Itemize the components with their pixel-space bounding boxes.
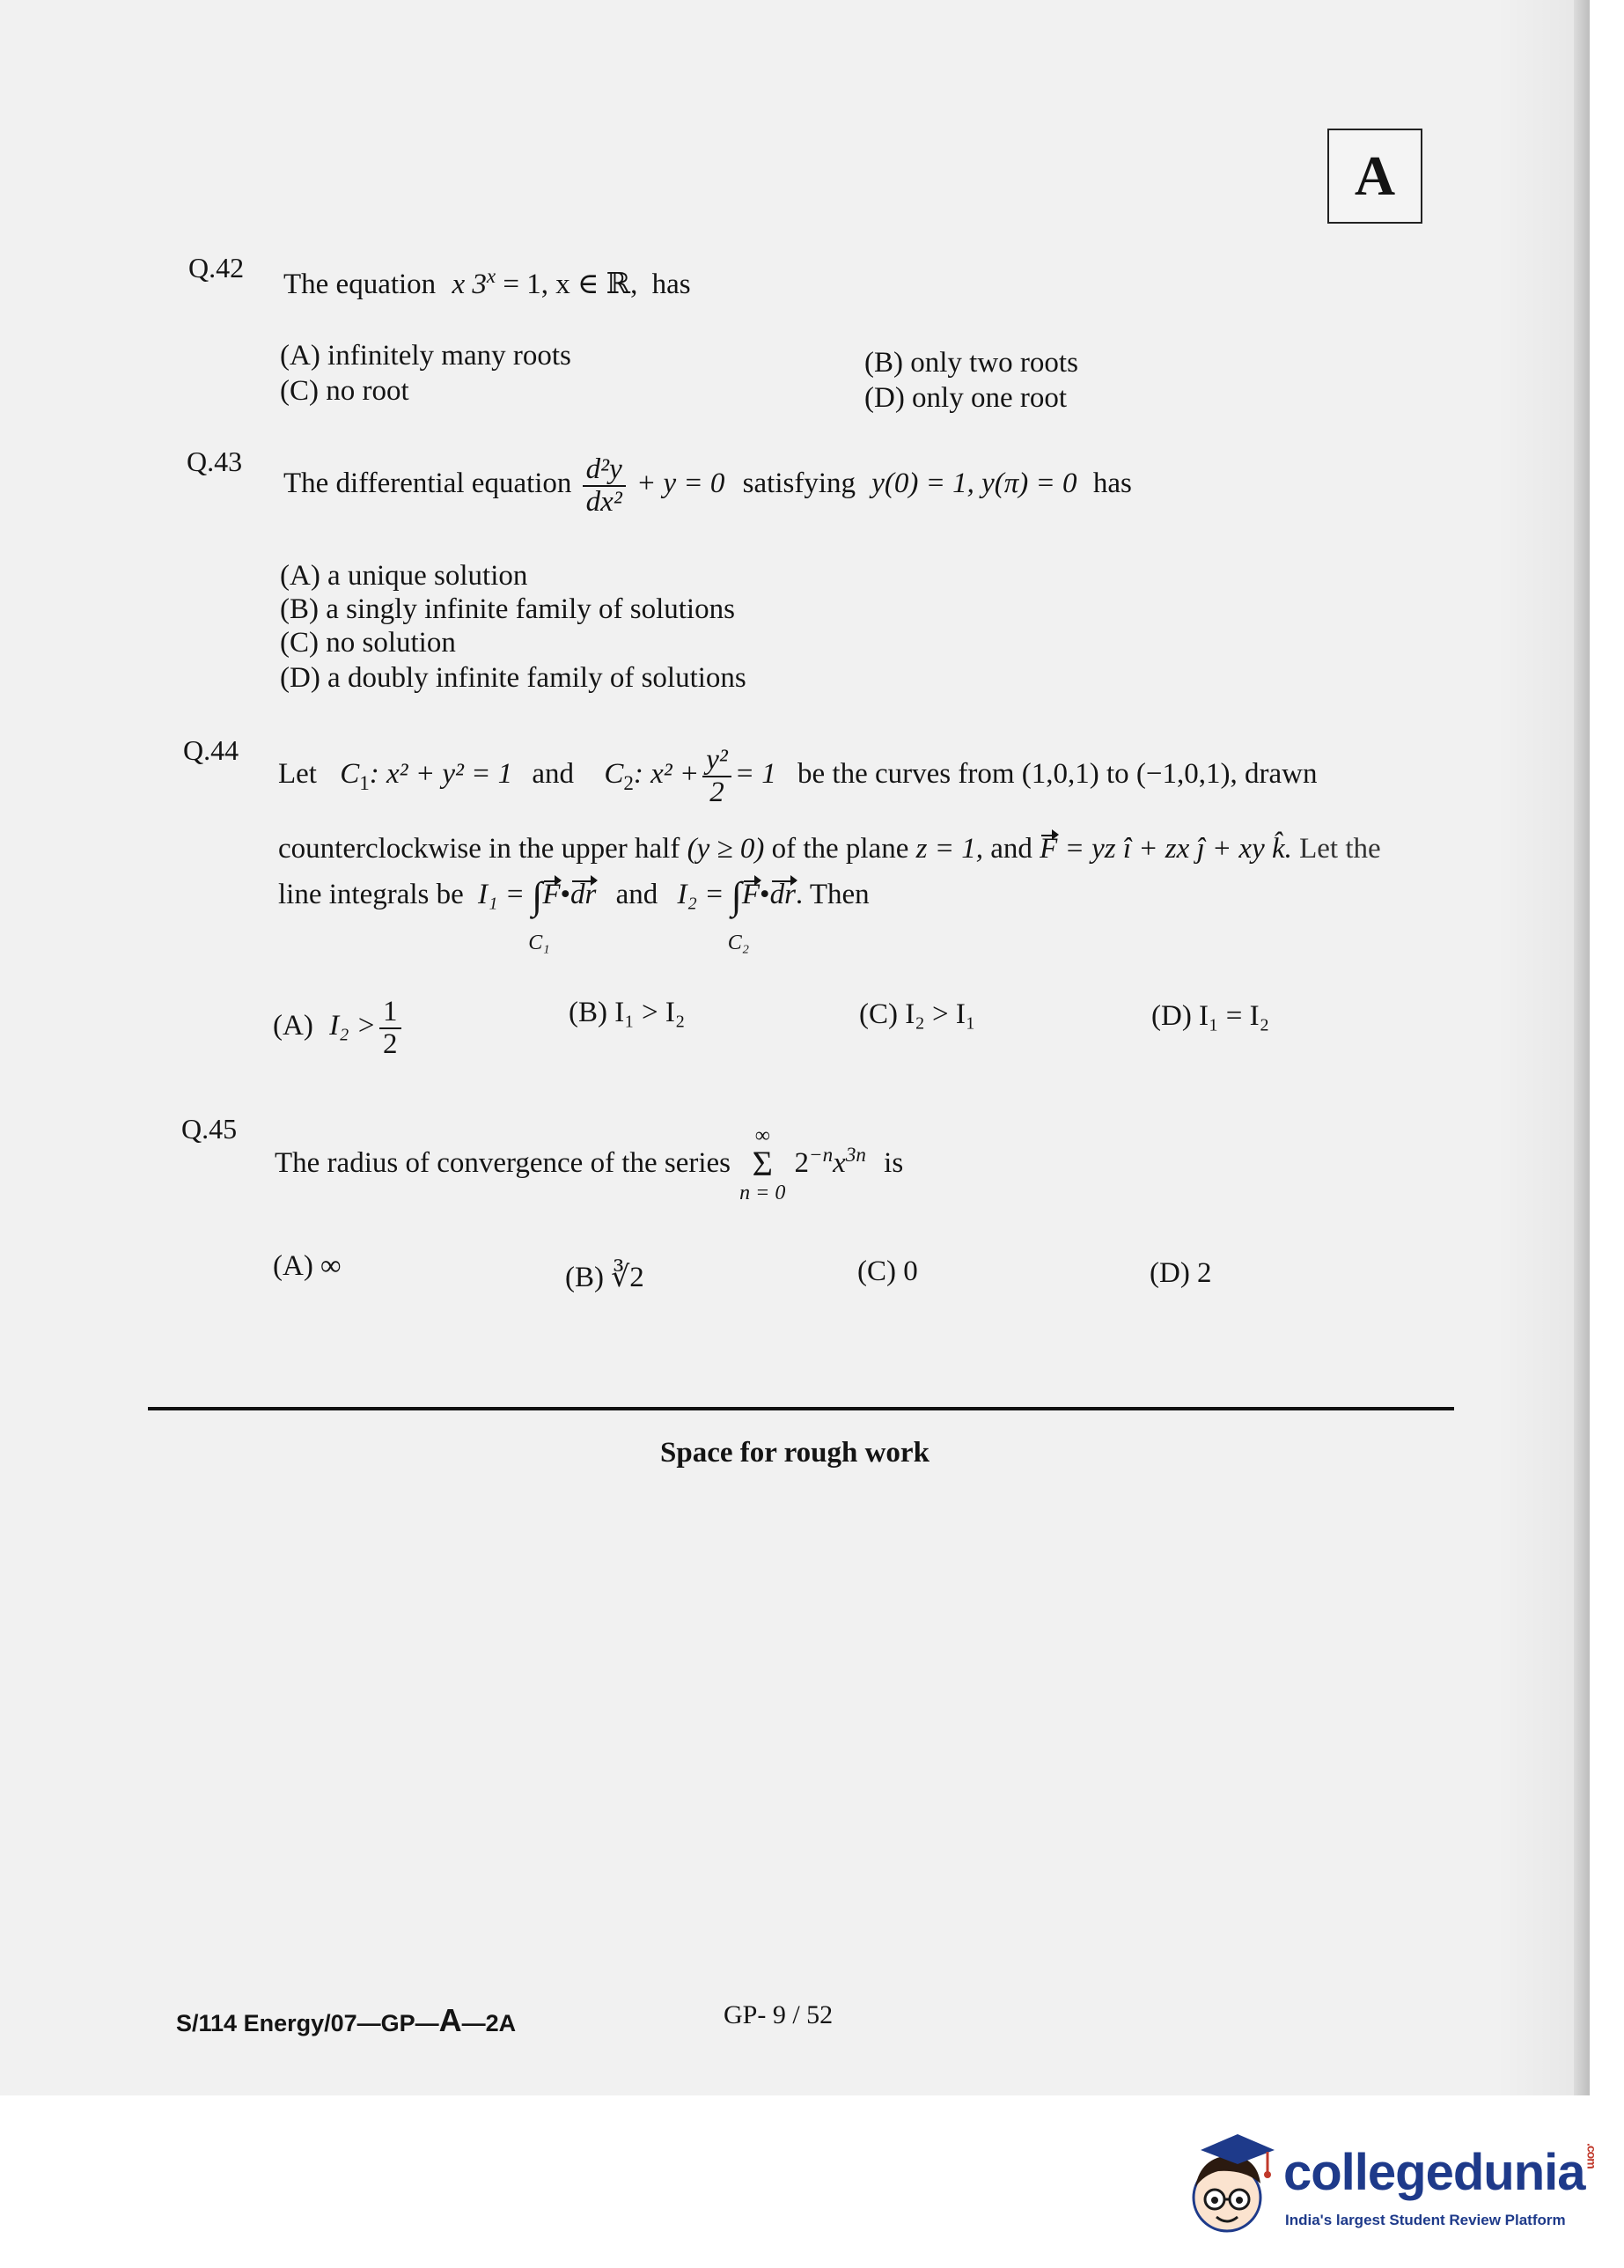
sum-lower-limit: n = 0: [739, 1182, 786, 1204]
option-a: [273, 997, 405, 1059]
question-number: Q.43: [187, 446, 243, 477]
half-plane-condition: (y ≥ 0): [687, 833, 765, 865]
derivative-fraction: [583, 454, 626, 517]
dot-product: •: [760, 879, 770, 911]
collegedunia-logo: [1183, 2125, 1599, 2249]
term-exponent-1: −n: [809, 1142, 834, 1166]
page-shadow: [1496, 0, 1574, 2095]
option-b: (B) only two roots: [864, 347, 1078, 379]
curve-c2-fraction: [702, 745, 731, 807]
paper-code: [176, 2002, 516, 2039]
curve-c2-name: C: [604, 758, 624, 791]
vector-field-expression: = yz î + zx ĵ + xy k̂.: [1064, 833, 1292, 865]
logo-domain: .com: [1584, 2143, 1599, 2169]
option-d: (D) I₁ = I₂: [1151, 1000, 1270, 1032]
integrand-dr: dr: [769, 879, 796, 911]
paper-code-set: A: [438, 2002, 462, 2038]
fraction-denominator: 2: [383, 1027, 398, 1060]
question-stem-mid: satisfying: [742, 468, 856, 500]
page-number: GP- 9 / 52: [724, 2000, 834, 2029]
question-text: [275, 1125, 903, 1204]
line-integral-1: ∫ C₁: [528, 874, 550, 954]
integrand-F: F: [741, 879, 761, 911]
integral-i2-label: I₂ =: [677, 879, 724, 911]
let-word: Let: [278, 758, 317, 791]
line-2-text: counterclockwise in the upper half: [278, 833, 680, 865]
line-2-text-c: and: [990, 833, 1032, 865]
boundary-conditions: y(0) = 1, y(π) = 0: [871, 468, 1077, 500]
and-word: and: [532, 758, 575, 791]
line-1-end: be the curves from (1,0,1) to (−1,0,1), drawn: [797, 758, 1318, 791]
option-c: (C) I₂ > I₁: [859, 998, 976, 1030]
option-d: (D) only one root: [864, 382, 1068, 414]
question-line-1: [278, 745, 1415, 807]
question-stem-end: has: [1092, 468, 1132, 500]
equation-base: x 3: [452, 269, 487, 300]
divider-line: [148, 1407, 1454, 1410]
term-exponent-2: 3n: [845, 1142, 866, 1166]
option-c: (C) 0: [857, 1256, 918, 1287]
rough-work-heading: Space for rough work: [660, 1437, 930, 1469]
paper-code-prefix: S/114 Energy/07—GP—: [176, 2010, 439, 2036]
option-d: (D) a doubly infinite family of solutions: [280, 662, 746, 694]
and-word: and: [615, 879, 658, 911]
equation-rest: = 1, x ∈ ℝ,: [496, 269, 638, 300]
option-a-fraction: [379, 997, 401, 1059]
question-stem: The equation: [283, 269, 437, 300]
question-number: Q.45: [181, 1113, 238, 1145]
term-base: 2: [794, 1146, 810, 1179]
option-a: (A) infinitely many roots: [280, 340, 571, 372]
integral-limit-c2: C₂: [727, 932, 750, 954]
curve-c2-equation: : x² +: [633, 758, 700, 791]
line-2-text-b: of the plane: [771, 833, 909, 865]
option-b: (B) ∛2: [565, 1262, 644, 1293]
plane-equation: z = 1,: [915, 833, 983, 865]
integral-limit-c1: C₁: [528, 932, 550, 954]
integrand-F: F: [542, 879, 561, 911]
option-c: (C) no root: [280, 375, 409, 407]
fraction-denominator: 2: [709, 776, 724, 808]
sum-symbol: Σ: [752, 1144, 773, 1183]
option-b: (B) I₁ > I₂: [569, 997, 686, 1028]
vector-field-name: F: [1040, 833, 1058, 865]
question-number: Q.42: [188, 252, 245, 284]
fraction-numerator: y²: [702, 745, 731, 777]
logo-tagline: India's largest Student Review Platform: [1285, 2212, 1566, 2228]
curve-c1-sub: 1: [359, 770, 370, 794]
question-number: Q.44: [183, 734, 239, 766]
question-line-2: [278, 833, 1381, 865]
option-a: (A) ∞: [273, 1250, 342, 1282]
question-text: [283, 264, 691, 301]
paper-set-badge: A: [1327, 129, 1422, 224]
fraction-numerator: d²y: [583, 454, 626, 487]
equation-exponent: x: [486, 264, 496, 287]
curve-c2-sub: 2: [623, 770, 634, 794]
logo-wordmark: [1283, 2143, 1599, 2202]
option-c: (C) no solution: [280, 627, 456, 659]
option-d: (D) 2: [1150, 1257, 1212, 1289]
page-edge: [1574, 0, 1590, 2095]
question-text: [283, 454, 1132, 517]
line-3-text: line integrals be: [278, 879, 464, 911]
question-stem-end: has: [651, 269, 691, 300]
paper-code-suffix: —2A: [461, 2010, 517, 2036]
line-3-end: . Then: [795, 879, 870, 911]
question-line-3: [278, 874, 870, 954]
option-b: (B) a singly infinite family of solutions: [280, 593, 735, 625]
question-stem-end: is: [884, 1146, 904, 1179]
curve-c1-equation: : x² + y² = 1: [369, 758, 513, 791]
option-a-expression: I₂ >: [329, 1010, 377, 1042]
mascot-icon: [1183, 2125, 1282, 2249]
option-a-label: (A): [273, 1010, 313, 1042]
question-stem: The differential equation: [283, 468, 572, 500]
question-stem: The radius of convergence of the series: [275, 1146, 731, 1179]
sum-upper-limit: ∞: [754, 1124, 770, 1147]
term-variable: x: [833, 1146, 846, 1179]
curve-c2-equation-end: = 1: [734, 758, 776, 791]
logo-name: collegedunia: [1283, 2144, 1585, 2201]
fraction-denominator: dx²: [585, 485, 622, 518]
integrand-dr: dr: [570, 879, 597, 911]
curve-c1-name: C: [340, 758, 360, 791]
summation: [738, 1125, 787, 1204]
line-integral-2: ∫ C₂: [727, 874, 750, 954]
fraction-numerator: 1: [379, 997, 401, 1029]
equation-rest: + y = 0: [636, 468, 725, 500]
dot-product: •: [560, 879, 571, 911]
option-a: (A) a unique solution: [280, 560, 528, 592]
line-2-text-d: Let the: [1299, 833, 1381, 865]
integral-i1-label: I₁ =: [478, 879, 525, 911]
